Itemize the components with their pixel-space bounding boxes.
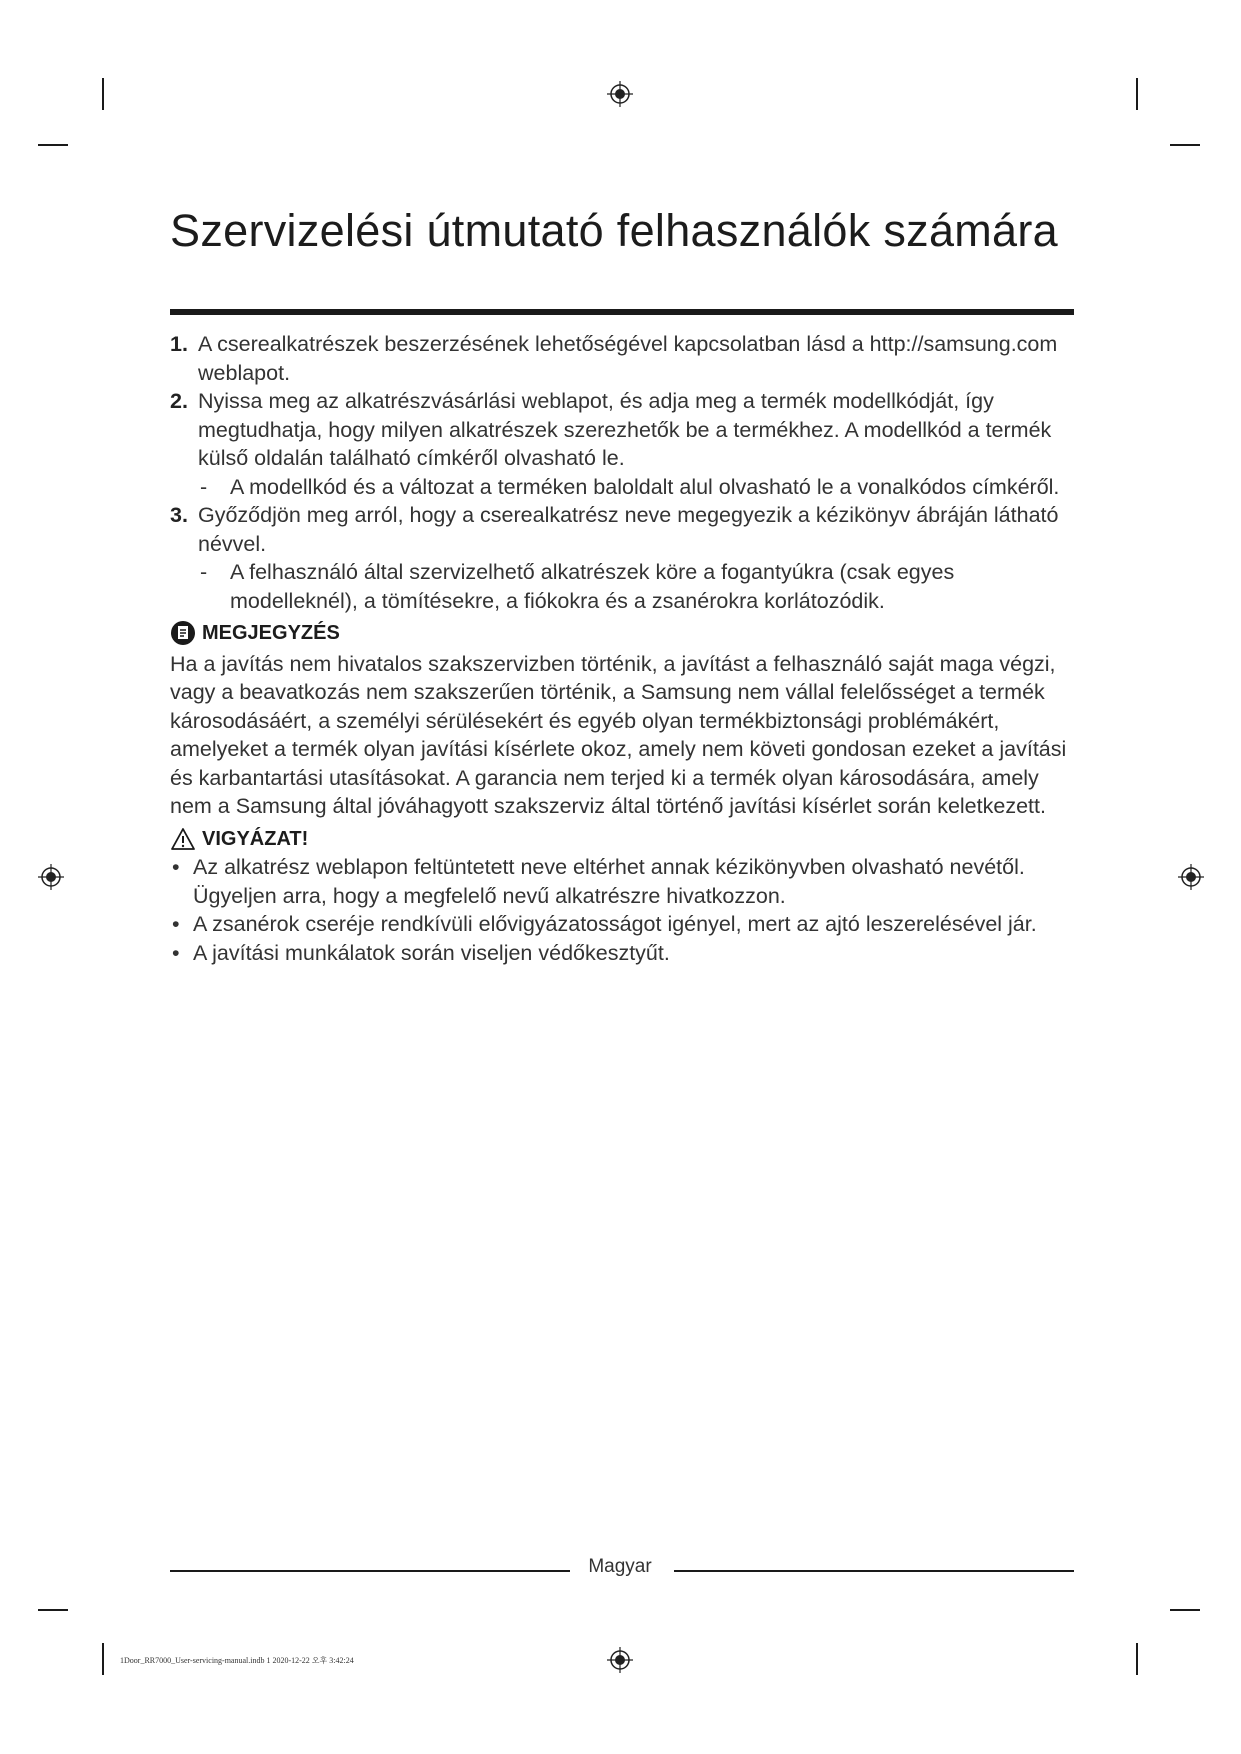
- step-number: 1.: [170, 332, 188, 356]
- bullet-marker: •: [172, 855, 180, 879]
- crop-mark-top-left-horizontal: [38, 144, 68, 146]
- crop-mark-bottom-right-vertical: [1136, 1643, 1138, 1675]
- caution-item-text: Az alkatrész weblapon feltüntetett neve eltérhet annak kézikönyvben olvasható nevétől. Ügyeljen arra, hogy a megfelelő nevű alkatrészre hivatkozzon.: [193, 855, 1025, 908]
- registration-mark-icon: [607, 1647, 633, 1673]
- step-subitem: [170, 558, 1080, 615]
- dash-marker: -: [200, 474, 208, 499]
- print-slug: 1Door_RR7000_User-servicing-manual.indb 1 2020-12-22 오후 3:42:24: [120, 1656, 354, 1665]
- step-item: [170, 387, 1080, 473]
- step-subitem-text: A modellkód és a változat a terméken baloldalt alul olvasható le a vonalkódos címkéről.: [230, 474, 1060, 499]
- crop-mark-top-right-vertical: [1136, 78, 1138, 110]
- footer-rule-left: [170, 1570, 570, 1572]
- dash-marker: -: [200, 560, 208, 584]
- step-text: A cserealkatrészek beszerzésének lehetőségével kapcsolatban lásd a http://samsung.com weblapot.: [198, 332, 1058, 385]
- caution-item: [170, 910, 1080, 939]
- step-text: Nyissa meg az alkatrészvásárlási weblapot, és adja meg a termék modellkódját, így megtudhatja, hogy milyen alkatrészek szerezhetők be a termékhez. A modellkód a termék külső oldalán található címkéről olvasható le.: [198, 389, 1052, 470]
- registration-mark-icon: [38, 864, 64, 890]
- registration-mark-icon: [1178, 864, 1204, 890]
- footer-language: Magyar: [588, 1556, 652, 1577]
- caution-heading: [170, 825, 1080, 854]
- page-title: Szervizelési útmutató felhasználók számára: [170, 205, 1058, 256]
- crop-mark-bottom-left-horizontal: [38, 1609, 68, 1611]
- crop-mark-bottom-right-horizontal: [1170, 1609, 1200, 1611]
- crop-mark-top-left-vertical: [102, 78, 104, 110]
- footer-rule-right: [674, 1570, 1074, 1572]
- step-subitem: [170, 473, 1080, 502]
- step-item: [170, 330, 1080, 387]
- crop-mark-top-right-horizontal: [1170, 144, 1200, 146]
- note-heading-label: MEGJEGYZÉS: [202, 622, 340, 644]
- caution-heading-label: VIGYÁZAT!: [202, 827, 309, 850]
- step-item: [170, 501, 1080, 558]
- step-number: 3.: [170, 503, 188, 527]
- crop-mark-bottom-left-vertical: [102, 1643, 104, 1675]
- bullet-marker: •: [172, 912, 180, 936]
- caution-item: [170, 853, 1080, 910]
- step-number: 2.: [170, 389, 188, 413]
- note-text: Ha a javítás nem hivatalos szakszervizben történik, a javítást a felhasználó saját maga végzi, vagy a beavatkozás nem szakszerűen történik, a Samsung nem vállal felelősséget a termék károsodásáért, a személyi sérülésekért és egyéb olyan termékbiztonsági problémákért, amelyeket a termék olyan javítási kísérlete okoz, amely nem követi gondosan ezeket a javítási és karbantartási utasításokat. A garancia nem terjed ki a termék olyan károsodására, amely nem a Samsung által jóváhagyott szakszerviz által történő javítási kísérlet során keletkezett.: [170, 651, 1067, 818]
- caution-item-text: A javítási munkálatok során viseljen védőkesztyűt.: [193, 940, 670, 965]
- step-subitem-text: A felhasználó által szervizelhető alkatrészek köre a fogantyúkra (csak egyes modelleknél), a tömítésekre, a fiókokra és a zsanérokra korlátozódik.: [230, 560, 955, 613]
- main-content: [170, 330, 1080, 967]
- note-icon: [170, 620, 196, 646]
- note-heading: [170, 619, 1080, 648]
- title-underline: [170, 309, 1074, 315]
- warning-triangle-icon: [170, 827, 196, 851]
- step-text: Győződjön meg arról, hogy a cserealkatrész neve megegyezik a kézikönyv ábráján látható névvel.: [198, 503, 1059, 556]
- bullet-marker: •: [172, 940, 180, 965]
- caution-item-text: A zsanérok cseréje rendkívüli elővigyázatosságot igényel, mert az ajtó leszerelésével jár.: [193, 912, 1037, 936]
- caution-item: [170, 939, 1080, 968]
- registration-mark-icon: [607, 81, 633, 107]
